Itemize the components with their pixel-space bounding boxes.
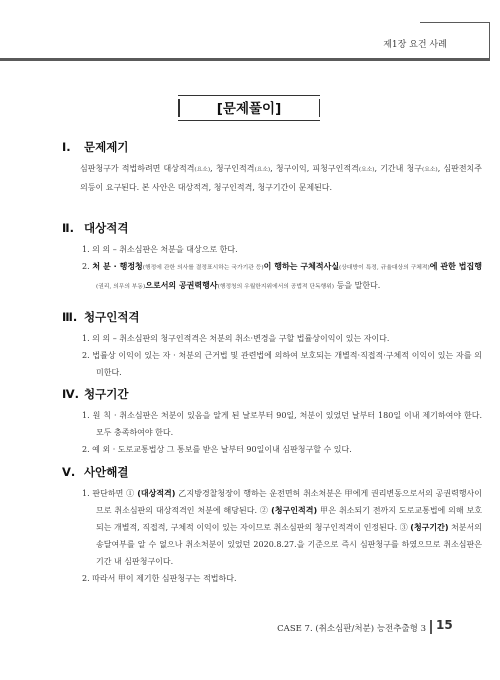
list-item: 1. 원 칙 · 취소심판은 처분이 있음을 알게 된 날로부터 90일, 처분이 있었던 날부터 180일 이내 제기하여야 한다. 모두 충족하여야 한다. xyxy=(82,411,482,437)
section-paragraph: 심판청구가 적법하려면 대상적격(요소), 청구인적격(요소), 청구이익, 피청구인적격(요소), 기간내 청구(요소), 심판전치주의등이 요구된다. 본 사안은 대상적격, 청구인적격, 청구기간이 문제된다. xyxy=(80,164,483,192)
section-1 xyxy=(62,138,482,196)
footer-divider xyxy=(430,620,432,634)
section-title: 청구인적격 xyxy=(84,310,140,324)
section-title: 사안해결 xyxy=(84,465,129,479)
section-5 xyxy=(62,463,482,587)
section-title: 청구기간 xyxy=(84,387,129,401)
list-item: 2. 법률상 이익이 있는 자 · 처분의 근거법 및 관련법에 의하여 보호되는 개별적·직접적·구체적 이익이 있는 자를 의미한다. xyxy=(82,351,482,377)
section-title: 문제제기 xyxy=(84,140,129,154)
section-number: Ⅲ. xyxy=(62,310,78,324)
list-item: 1. 의 의 – 취소심판의 청구인적격은 처분의 취소·변경을 구할 법률상이익이 있는 자이다. xyxy=(82,334,390,343)
section-heading xyxy=(62,138,482,156)
list-item: 1. 판단하면 ① (대상적격) 乙지방경찰청장이 행하는 운전면허 취소처분은 甲에게 권리변동으로서의 공권력행사이므로 취소심판의 대상적격인 처분에 해당된다. ② (청구인적격) 甲은 취소되기 전까지 도로교통법에 의해 보호되는 개별적, 직접적, 구체적 이익이 있는 자이므로 취소심판의 청구인적격이 인정된다. ③ (청구기간) 처분서의 송달여부를 알 수 없으나 취소처분이 있었던 2020.8.27.을 기준으로 즉시 심판청구를 하였으므로 취소심판은 기간 내 심판청구이다. xyxy=(82,489,482,566)
list-item: 1. 의 의 – 취소심판은 처분을 대상으로 한다. xyxy=(82,245,238,254)
header-bar xyxy=(0,58,420,61)
section-number: Ⅰ. xyxy=(62,140,71,154)
section-heading xyxy=(62,308,482,326)
list-item: 2. 처 분 · 행정청(행정에 관한 의사를 결정표시하는 국가기관 등)이 행하는 구체적사실(상대방이 특정, 규율대상의 구체적)에 관한 법집행(권리, 의무의 부동)으로서의 공권력행사(행정청의 우월한지위에서의 공법적 단독행위) 등을 말한다. xyxy=(82,262,482,290)
page-title: [문제풀이] xyxy=(178,95,320,121)
section-2 xyxy=(62,219,482,296)
page-number: 15 xyxy=(436,618,453,632)
section-3 xyxy=(62,308,482,381)
section-heading xyxy=(62,219,482,237)
footer-text: CASE 7. (취소심판/처분) 능전추출형 3 xyxy=(277,624,426,634)
list-item: 2. 따라서 甲이 제기한 심판청구는 적법하다. xyxy=(82,574,237,583)
list-item: 2. 예 외 · 도로교통법상 그 통보를 받은 날부터 90일이내 심판청구할 수 있다. xyxy=(82,445,352,454)
section-heading xyxy=(62,463,482,481)
section-number: Ⅱ. xyxy=(62,221,74,235)
section-number: Ⅳ. xyxy=(62,387,80,401)
header-line-right xyxy=(420,58,490,60)
header-chapter: 제1장 요건 사례 xyxy=(383,40,447,50)
section-title: 대상적격 xyxy=(84,221,129,235)
section-4 xyxy=(62,385,482,458)
section-heading xyxy=(62,385,482,403)
section-number: Ⅴ. xyxy=(62,465,76,479)
